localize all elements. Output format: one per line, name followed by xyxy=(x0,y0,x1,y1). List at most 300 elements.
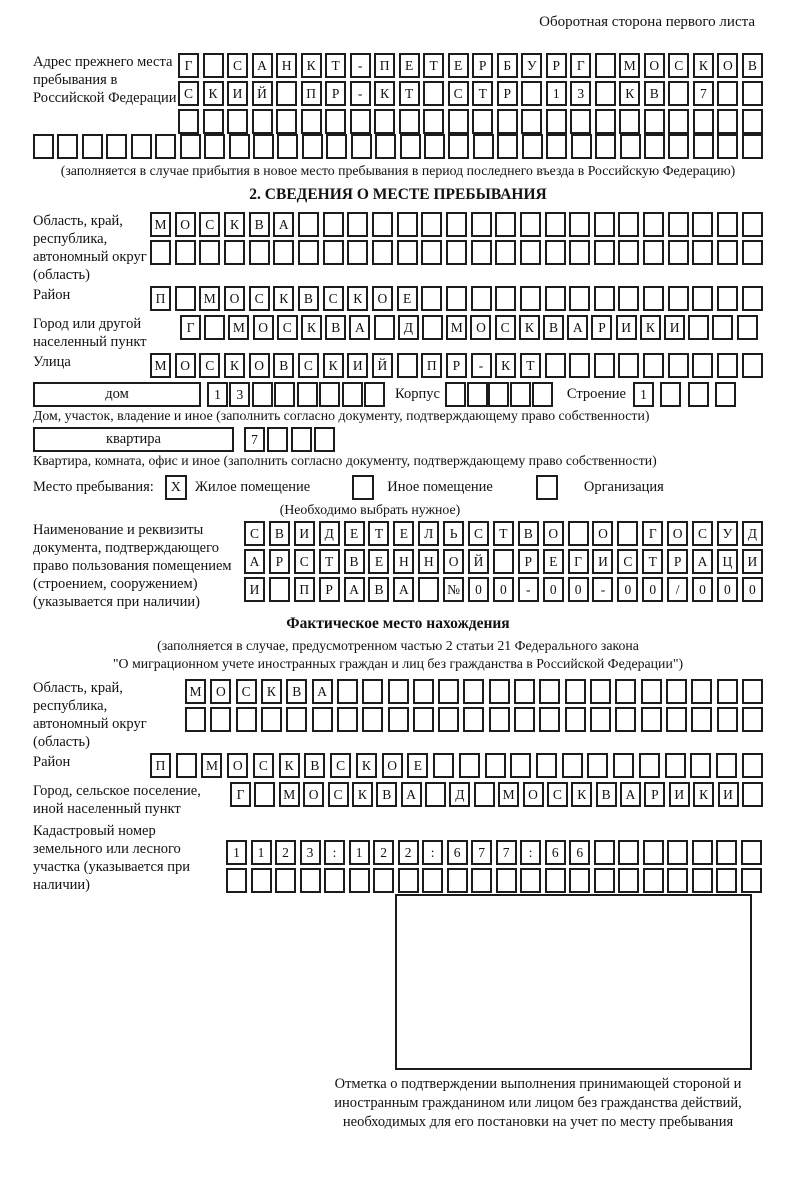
char-cell[interactable]: К xyxy=(356,753,377,778)
char-cell[interactable] xyxy=(298,240,319,265)
char-cell[interactable] xyxy=(667,868,688,893)
char-cell[interactable] xyxy=(203,53,224,78)
char-cell[interactable] xyxy=(668,353,689,378)
char-cell[interactable] xyxy=(326,134,347,159)
char-cell[interactable]: К xyxy=(374,81,395,106)
char-cell[interactable]: В xyxy=(298,286,319,311)
char-cell[interactable] xyxy=(227,109,248,134)
char-cell[interactable]: У xyxy=(521,53,542,78)
char-cell[interactable]: А xyxy=(312,679,333,704)
char-cell[interactable] xyxy=(741,840,762,865)
char-cell[interactable] xyxy=(106,134,127,159)
char-cell[interactable]: Д xyxy=(319,521,340,546)
char-cell[interactable] xyxy=(510,382,531,407)
char-cell[interactable]: Т xyxy=(368,521,389,546)
char-cell[interactable] xyxy=(249,240,270,265)
char-cell[interactable]: Г xyxy=(178,53,199,78)
char-cell[interactable] xyxy=(613,753,634,778)
char-cell[interactable] xyxy=(433,753,454,778)
char-cell[interactable]: О xyxy=(523,782,544,807)
char-cell[interactable]: 3 xyxy=(229,382,250,407)
char-cell[interactable] xyxy=(521,81,542,106)
char-cell[interactable]: Е xyxy=(543,549,564,574)
char-cell[interactable] xyxy=(277,134,298,159)
char-cell[interactable]: Е xyxy=(448,53,469,78)
char-cell[interactable] xyxy=(253,134,274,159)
char-cell[interactable] xyxy=(522,134,543,159)
char-cell[interactable]: - xyxy=(471,353,492,378)
char-cell[interactable] xyxy=(497,134,518,159)
char-cell[interactable] xyxy=(741,868,762,893)
char-cell[interactable] xyxy=(489,707,510,732)
char-cell[interactable]: Ь xyxy=(443,521,464,546)
char-cell[interactable] xyxy=(569,286,590,311)
char-cell[interactable]: Е xyxy=(397,286,418,311)
char-cell[interactable]: 7 xyxy=(693,81,714,106)
char-cell[interactable]: 0 xyxy=(568,577,589,602)
char-cell[interactable] xyxy=(325,109,346,134)
char-cell[interactable]: О xyxy=(470,315,491,340)
char-cell[interactable]: А xyxy=(344,577,365,602)
char-cell[interactable]: Т xyxy=(325,53,346,78)
char-cell[interactable] xyxy=(565,707,586,732)
char-cell[interactable]: Г xyxy=(180,315,201,340)
char-cell[interactable] xyxy=(459,753,480,778)
char-cell[interactable]: Р xyxy=(472,53,493,78)
char-cell[interactable]: № xyxy=(443,577,464,602)
char-cell[interactable] xyxy=(362,707,383,732)
char-cell[interactable] xyxy=(446,286,467,311)
char-cell[interactable]: И xyxy=(347,353,368,378)
char-cell[interactable]: О xyxy=(667,521,688,546)
char-cell[interactable] xyxy=(297,382,318,407)
char-cell[interactable]: 0 xyxy=(543,577,564,602)
char-cell[interactable] xyxy=(546,109,567,134)
char-cell[interactable] xyxy=(717,134,738,159)
char-cell[interactable]: 0 xyxy=(642,577,663,602)
char-cell[interactable] xyxy=(471,240,492,265)
char-cell[interactable]: П xyxy=(150,286,171,311)
char-cell[interactable] xyxy=(641,679,662,704)
char-cell[interactable]: Т xyxy=(399,81,420,106)
char-cell[interactable]: В xyxy=(269,521,290,546)
char-cell[interactable] xyxy=(399,109,420,134)
char-cell[interactable] xyxy=(421,212,442,237)
char-cell[interactable]: С xyxy=(617,549,638,574)
char-cell[interactable] xyxy=(692,212,713,237)
char-cell[interactable]: Т xyxy=(520,353,541,378)
char-cell[interactable] xyxy=(595,53,616,78)
char-cell[interactable] xyxy=(717,353,738,378)
char-cell[interactable]: С xyxy=(199,353,220,378)
char-cell[interactable]: А xyxy=(273,212,294,237)
char-cell[interactable] xyxy=(595,81,616,106)
char-cell[interactable] xyxy=(324,868,345,893)
char-cell[interactable] xyxy=(562,753,583,778)
char-cell[interactable]: К xyxy=(693,53,714,78)
char-cell[interactable]: Р xyxy=(644,782,665,807)
char-cell[interactable] xyxy=(532,382,553,407)
char-cell[interactable]: К xyxy=(323,353,344,378)
char-cell[interactable] xyxy=(618,353,639,378)
char-cell[interactable]: Е xyxy=(407,753,428,778)
char-cell[interactable] xyxy=(364,382,385,407)
char-cell[interactable] xyxy=(423,109,444,134)
char-cell[interactable] xyxy=(286,707,307,732)
char-cell[interactable] xyxy=(204,134,225,159)
char-cell[interactable]: О xyxy=(175,212,196,237)
char-cell[interactable]: Г xyxy=(568,549,589,574)
char-cell[interactable] xyxy=(691,679,712,704)
char-cell[interactable] xyxy=(397,240,418,265)
char-cell[interactable]: И xyxy=(718,782,739,807)
char-cell[interactable]: М xyxy=(228,315,249,340)
char-cell[interactable]: С xyxy=(298,353,319,378)
char-cell[interactable]: С xyxy=(178,81,199,106)
char-cell[interactable]: Л xyxy=(418,521,439,546)
char-cell[interactable] xyxy=(618,212,639,237)
char-cell[interactable]: К xyxy=(203,81,224,106)
char-cell[interactable]: М xyxy=(185,679,206,704)
char-cell[interactable] xyxy=(615,707,636,732)
char-cell[interactable] xyxy=(545,212,566,237)
char-cell[interactable] xyxy=(421,240,442,265)
char-cell[interactable] xyxy=(520,212,541,237)
char-cell[interactable]: С xyxy=(253,753,274,778)
char-cell[interactable] xyxy=(275,868,296,893)
char-cell[interactable]: С xyxy=(547,782,568,807)
char-cell[interactable] xyxy=(471,212,492,237)
char-cell[interactable]: Д xyxy=(742,521,763,546)
char-cell[interactable]: С xyxy=(330,753,351,778)
char-cell[interactable]: О xyxy=(543,521,564,546)
char-cell[interactable] xyxy=(643,840,664,865)
residential-checkbox[interactable]: X xyxy=(165,475,187,500)
char-cell[interactable]: Б xyxy=(497,53,518,78)
char-cell[interactable]: Р xyxy=(497,81,518,106)
char-cell[interactable] xyxy=(413,679,434,704)
char-cell[interactable]: К xyxy=(571,782,592,807)
char-cell[interactable] xyxy=(643,212,664,237)
char-cell[interactable] xyxy=(742,679,763,704)
char-cell[interactable]: О xyxy=(443,549,464,574)
char-cell[interactable] xyxy=(175,240,196,265)
char-cell[interactable] xyxy=(690,753,711,778)
char-cell[interactable] xyxy=(33,134,54,159)
char-cell[interactable]: К xyxy=(224,353,245,378)
char-cell[interactable]: О xyxy=(253,315,274,340)
char-cell[interactable] xyxy=(447,868,468,893)
char-cell[interactable] xyxy=(620,134,641,159)
char-cell[interactable] xyxy=(467,382,488,407)
char-cell[interactable] xyxy=(422,315,443,340)
char-cell[interactable]: В xyxy=(644,81,665,106)
char-cell[interactable] xyxy=(717,286,738,311)
char-cell[interactable] xyxy=(618,240,639,265)
char-cell[interactable] xyxy=(471,868,492,893)
char-cell[interactable] xyxy=(521,109,542,134)
char-cell[interactable] xyxy=(569,868,590,893)
char-cell[interactable]: М xyxy=(619,53,640,78)
char-cell[interactable] xyxy=(274,382,295,407)
char-cell[interactable] xyxy=(666,707,687,732)
char-cell[interactable]: С xyxy=(199,212,220,237)
char-cell[interactable]: Й xyxy=(252,81,273,106)
char-cell[interactable]: Д xyxy=(449,782,470,807)
char-cell[interactable] xyxy=(276,109,297,134)
char-cell[interactable]: 6 xyxy=(569,840,590,865)
char-cell[interactable] xyxy=(291,427,312,452)
char-cell[interactable]: Г xyxy=(570,53,591,78)
char-cell[interactable] xyxy=(323,212,344,237)
char-cell[interactable] xyxy=(539,679,560,704)
char-cell[interactable]: С xyxy=(277,315,298,340)
char-cell[interactable] xyxy=(665,753,686,778)
organization-checkbox[interactable] xyxy=(536,475,558,500)
char-cell[interactable]: Г xyxy=(230,782,251,807)
char-cell[interactable]: С xyxy=(692,521,713,546)
char-cell[interactable]: И xyxy=(669,782,690,807)
char-cell[interactable]: : xyxy=(324,840,345,865)
char-cell[interactable] xyxy=(298,212,319,237)
char-cell[interactable]: О xyxy=(372,286,393,311)
char-cell[interactable]: Д xyxy=(398,315,419,340)
char-cell[interactable]: С xyxy=(495,315,516,340)
char-cell[interactable]: К xyxy=(495,353,516,378)
char-cell[interactable] xyxy=(495,240,516,265)
char-cell[interactable]: Т xyxy=(493,521,514,546)
char-cell[interactable]: В xyxy=(518,521,539,546)
other-premises-checkbox[interactable] xyxy=(352,475,374,500)
char-cell[interactable]: И xyxy=(592,549,613,574)
char-cell[interactable] xyxy=(539,707,560,732)
char-cell[interactable] xyxy=(423,81,444,106)
char-cell[interactable] xyxy=(660,382,681,407)
char-cell[interactable] xyxy=(448,134,469,159)
char-cell[interactable] xyxy=(594,868,615,893)
char-cell[interactable] xyxy=(337,707,358,732)
char-cell[interactable] xyxy=(229,134,250,159)
char-cell[interactable]: Р xyxy=(667,549,688,574)
char-cell[interactable] xyxy=(302,134,323,159)
char-cell[interactable] xyxy=(388,679,409,704)
char-cell[interactable]: О xyxy=(644,53,665,78)
char-cell[interactable] xyxy=(520,868,541,893)
char-cell[interactable] xyxy=(691,707,712,732)
char-cell[interactable] xyxy=(438,707,459,732)
char-cell[interactable]: В xyxy=(376,782,397,807)
char-cell[interactable]: К xyxy=(301,53,322,78)
char-cell[interactable] xyxy=(254,782,275,807)
char-cell[interactable]: В xyxy=(596,782,617,807)
char-cell[interactable] xyxy=(742,109,763,134)
char-cell[interactable] xyxy=(569,240,590,265)
char-cell[interactable]: К xyxy=(301,315,322,340)
char-cell[interactable] xyxy=(175,286,196,311)
char-cell[interactable] xyxy=(643,240,664,265)
char-cell[interactable] xyxy=(472,109,493,134)
char-cell[interactable] xyxy=(180,134,201,159)
char-cell[interactable] xyxy=(269,577,290,602)
char-cell[interactable] xyxy=(618,868,639,893)
char-cell[interactable] xyxy=(267,427,288,452)
char-cell[interactable] xyxy=(251,868,272,893)
char-cell[interactable] xyxy=(716,840,737,865)
char-cell[interactable] xyxy=(594,212,615,237)
char-cell[interactable]: О xyxy=(224,286,245,311)
char-cell[interactable] xyxy=(618,286,639,311)
char-cell[interactable] xyxy=(497,109,518,134)
char-cell[interactable] xyxy=(236,707,257,732)
char-cell[interactable] xyxy=(300,868,321,893)
char-cell[interactable]: Е xyxy=(393,521,414,546)
char-cell[interactable]: М xyxy=(201,753,222,778)
char-cell[interactable]: К xyxy=(261,679,282,704)
char-cell[interactable]: П xyxy=(374,53,395,78)
char-cell[interactable] xyxy=(594,240,615,265)
char-cell[interactable]: О xyxy=(210,679,231,704)
char-cell[interactable]: А xyxy=(393,577,414,602)
char-cell[interactable] xyxy=(496,868,517,893)
char-cell[interactable] xyxy=(590,679,611,704)
char-cell[interactable] xyxy=(252,382,273,407)
char-cell[interactable] xyxy=(717,707,738,732)
char-cell[interactable]: Е xyxy=(399,53,420,78)
char-cell[interactable] xyxy=(641,707,662,732)
char-cell[interactable]: Н xyxy=(418,549,439,574)
char-cell[interactable] xyxy=(185,707,206,732)
char-cell[interactable] xyxy=(178,109,199,134)
char-cell[interactable]: В xyxy=(344,549,365,574)
char-cell[interactable] xyxy=(199,240,220,265)
char-cell[interactable]: И xyxy=(294,521,315,546)
char-cell[interactable] xyxy=(471,286,492,311)
char-cell[interactable] xyxy=(176,753,197,778)
char-cell[interactable] xyxy=(463,679,484,704)
char-cell[interactable]: М xyxy=(150,212,171,237)
char-cell[interactable]: Т xyxy=(423,53,444,78)
char-cell[interactable]: С xyxy=(249,286,270,311)
char-cell[interactable]: С xyxy=(468,521,489,546)
char-cell[interactable]: С xyxy=(668,53,689,78)
char-cell[interactable]: С xyxy=(236,679,257,704)
char-cell[interactable] xyxy=(712,315,733,340)
char-cell[interactable] xyxy=(643,286,664,311)
char-cell[interactable]: : xyxy=(520,840,541,865)
char-cell[interactable] xyxy=(276,81,297,106)
char-cell[interactable] xyxy=(510,753,531,778)
char-cell[interactable]: Г xyxy=(642,521,663,546)
apartment-type-field[interactable]: квартира xyxy=(33,427,234,452)
char-cell[interactable]: У xyxy=(717,521,738,546)
char-cell[interactable] xyxy=(323,240,344,265)
char-cell[interactable]: В xyxy=(249,212,270,237)
char-cell[interactable] xyxy=(692,840,713,865)
char-cell[interactable]: Т xyxy=(472,81,493,106)
char-cell[interactable]: И xyxy=(227,81,248,106)
char-cell[interactable] xyxy=(421,286,442,311)
char-cell[interactable]: 1 xyxy=(207,382,228,407)
char-cell[interactable]: А xyxy=(244,549,265,574)
char-cell[interactable]: : xyxy=(422,840,443,865)
char-cell[interactable] xyxy=(742,353,763,378)
char-cell[interactable] xyxy=(349,868,370,893)
char-cell[interactable] xyxy=(742,212,763,237)
char-cell[interactable] xyxy=(692,353,713,378)
char-cell[interactable]: С xyxy=(323,286,344,311)
char-cell[interactable]: 1 xyxy=(251,840,272,865)
char-cell[interactable]: М xyxy=(446,315,467,340)
char-cell[interactable]: Т xyxy=(642,549,663,574)
char-cell[interactable]: К xyxy=(619,81,640,106)
char-cell[interactable] xyxy=(668,286,689,311)
char-cell[interactable]: И xyxy=(664,315,685,340)
char-cell[interactable] xyxy=(301,109,322,134)
char-cell[interactable]: Е xyxy=(368,549,389,574)
char-cell[interactable] xyxy=(347,240,368,265)
char-cell[interactable] xyxy=(342,382,363,407)
char-cell[interactable] xyxy=(569,353,590,378)
char-cell[interactable] xyxy=(717,240,738,265)
char-cell[interactable] xyxy=(373,868,394,893)
char-cell[interactable] xyxy=(668,240,689,265)
char-cell[interactable] xyxy=(488,382,509,407)
char-cell[interactable]: К xyxy=(279,753,300,778)
char-cell[interactable] xyxy=(688,315,709,340)
char-cell[interactable] xyxy=(424,134,445,159)
house-type-field[interactable]: дом xyxy=(33,382,201,407)
char-cell[interactable] xyxy=(374,315,395,340)
char-cell[interactable]: Т xyxy=(319,549,340,574)
char-cell[interactable] xyxy=(742,782,763,807)
char-cell[interactable]: Р xyxy=(269,549,290,574)
char-cell[interactable] xyxy=(618,840,639,865)
char-cell[interactable]: Й xyxy=(468,549,489,574)
char-cell[interactable] xyxy=(717,212,738,237)
char-cell[interactable] xyxy=(397,353,418,378)
char-cell[interactable] xyxy=(742,81,763,106)
char-cell[interactable] xyxy=(570,109,591,134)
char-cell[interactable] xyxy=(493,549,514,574)
char-cell[interactable]: 3 xyxy=(570,81,591,106)
char-cell[interactable] xyxy=(485,753,506,778)
char-cell[interactable] xyxy=(314,427,335,452)
char-cell[interactable] xyxy=(545,353,566,378)
char-cell[interactable] xyxy=(545,868,566,893)
char-cell[interactable] xyxy=(362,679,383,704)
char-cell[interactable] xyxy=(742,707,763,732)
char-cell[interactable] xyxy=(693,109,714,134)
char-cell[interactable]: Р xyxy=(319,577,340,602)
char-cell[interactable]: В xyxy=(304,753,325,778)
char-cell[interactable] xyxy=(226,868,247,893)
char-cell[interactable] xyxy=(617,521,638,546)
char-cell[interactable] xyxy=(595,134,616,159)
char-cell[interactable]: К xyxy=(519,315,540,340)
char-cell[interactable] xyxy=(448,109,469,134)
char-cell[interactable] xyxy=(594,353,615,378)
char-cell[interactable] xyxy=(203,109,224,134)
char-cell[interactable] xyxy=(438,679,459,704)
char-cell[interactable] xyxy=(204,315,225,340)
char-cell[interactable]: О xyxy=(592,521,613,546)
char-cell[interactable] xyxy=(639,753,660,778)
char-cell[interactable] xyxy=(413,707,434,732)
char-cell[interactable] xyxy=(514,679,535,704)
char-cell[interactable]: О xyxy=(303,782,324,807)
char-cell[interactable] xyxy=(615,679,636,704)
char-cell[interactable]: К xyxy=(347,286,368,311)
